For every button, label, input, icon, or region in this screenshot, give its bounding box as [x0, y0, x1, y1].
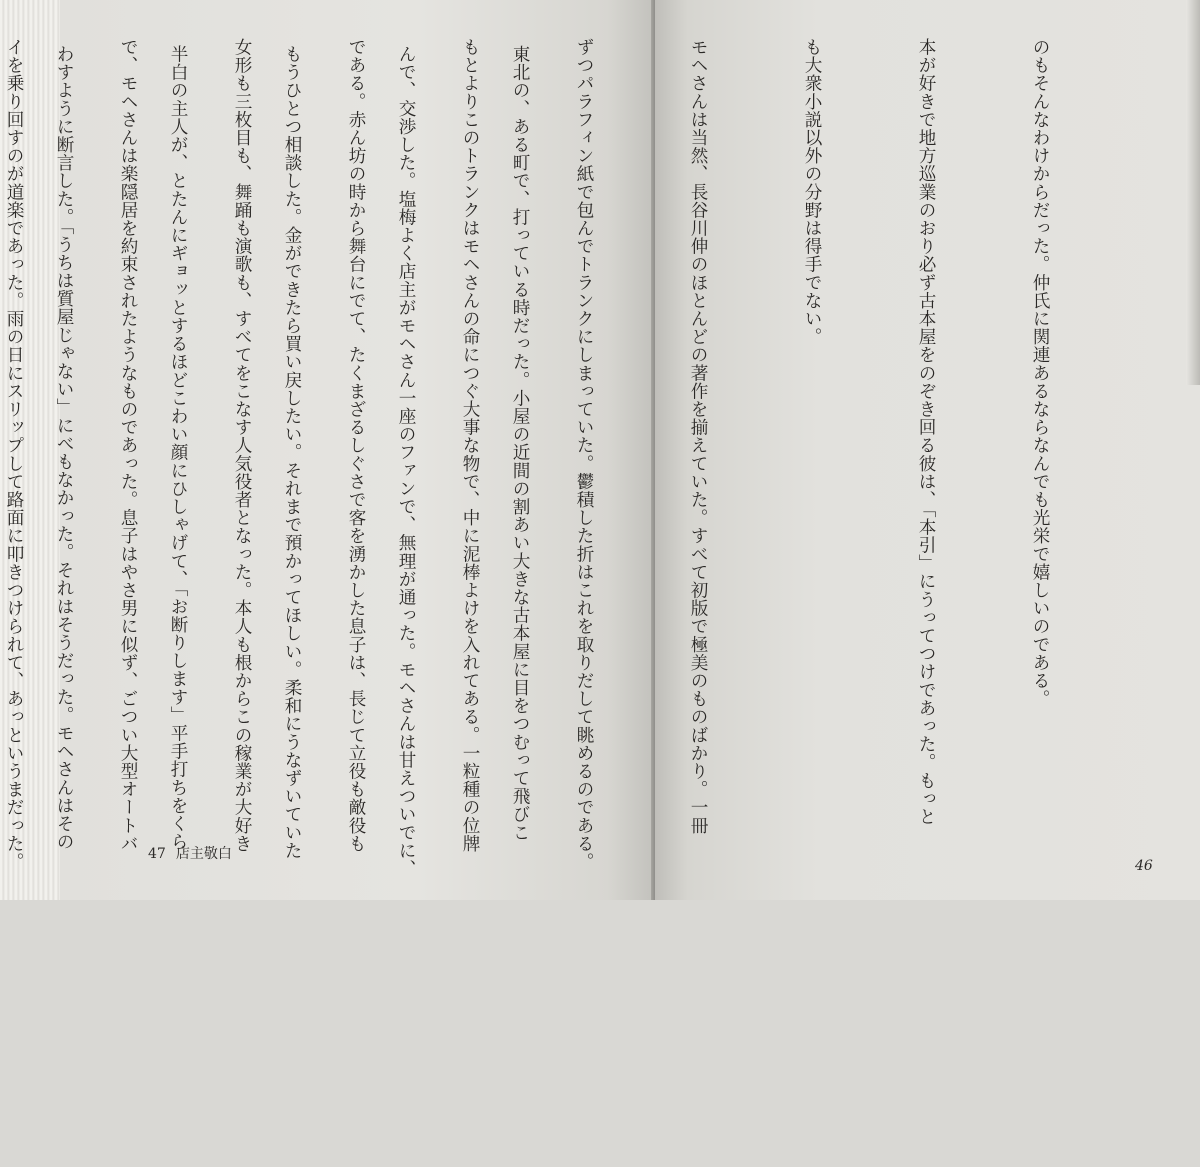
left-column: 半白の主人が、とたんにギョッとするほどこわい顔にひしゃげて、「お断りします」平手打ちをくら [168, 45, 188, 851]
left-folio [148, 843, 232, 863]
right-column: イを乗り回すのが道楽であった。雨の日にスリップして路面に叩きつけられて、あっというまだった。 [4, 38, 24, 871]
right-column: のもそんなわけからだった。仲氏に関連あるならなんでも光栄で嬉しいのである。 [1030, 38, 1050, 708]
right-column: もとよりこのトランクはモヘさんの命につぐ大事な物で、中に泥棒よけを入れてある。一粒種の位牌 [460, 38, 480, 853]
right-page-number: 46 [1135, 858, 1153, 874]
left-column: わすように断言した。「うちは質屋じゃない」にべもなかった。それはそうだった。モヘさんはその [54, 45, 74, 851]
right-column: も大衆小説以外の分野は得手でない。 [802, 38, 822, 346]
right-column: 女形も三枚目も、舞踊も演歌も、すべてをこなす人気役者となった。本人も根からこの稼業が大好き [232, 38, 252, 853]
right-column: である。赤ん坊の時から舞台にでて、たくまざるしぐさで客を湧かした息子は、長じて立役も敵役も [346, 38, 366, 853]
right-column: 本が好きで地方巡業のおり必ず古本屋をのぞき回る彼は、「本引」にうってつけであった。もっと [916, 38, 936, 826]
right-column: ずつパラフィン紙で包んでトランクにしまっていた。鬱積した折はこれを取りだして眺めるのである。 [574, 38, 594, 871]
right-column: で、モヘさんは楽隠居を約束されたようなものであった。息子はやさ男に似ず、ごつい大型オートバ [118, 38, 138, 853]
left-column: んで、交渉した。塩梅よく店主がモヘさん一座のファンで、無理が通った。モヘさんは甘えついでに、 [396, 45, 416, 878]
page-marker [1186, 0, 1200, 385]
right-column: モヘさんは当然、長谷川伸のほとんどの著作を揃えていた。すべて初版で極美のものばかり。一冊 [688, 38, 708, 835]
left-column: もうひとつ相談した。金ができたら買い戻したい。それまで預かってほしい。柔和にうなずいていた [282, 45, 302, 860]
left-page-number: 47 [148, 846, 166, 862]
left-column: 東北の、ある町で、打っている時だった。小屋の近間の割あい大きな古本屋に目をつむって飛びこ [510, 45, 530, 842]
running-head: 店主敬白 [175, 846, 232, 862]
